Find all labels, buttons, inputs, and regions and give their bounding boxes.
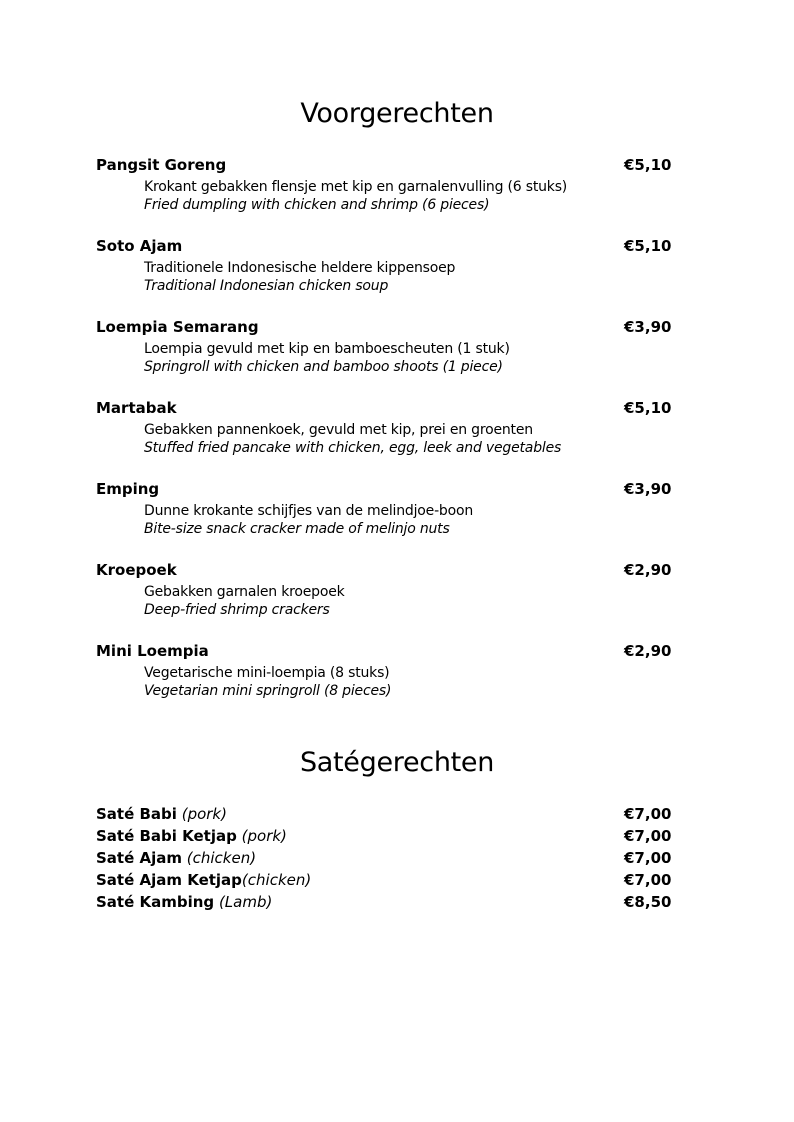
sate-item-name: Saté Kambing: [96, 893, 215, 911]
menu-item-description-en: Deep-fried shrimp crackers: [144, 602, 330, 618]
menu-item-loempia-semarang: [96, 318, 696, 377]
menu-item-price: €3,90: [624, 318, 672, 336]
menu-item-name: Martabak: [96, 399, 177, 417]
menu-item-description-en: Fried dumpling with chicken and shrimp (6 pieces): [144, 197, 490, 213]
sate-item-name: Saté Babi: [96, 805, 177, 823]
sate-item-price: €8,50: [624, 893, 672, 911]
sate-item-note: (pork): [241, 827, 287, 845]
sate-item-babi-ketjap: [96, 827, 696, 849]
sate-item-name: Saté Ajam: [96, 849, 182, 867]
sate-item-label: [96, 893, 272, 911]
menu-item-name: Emping: [96, 480, 160, 498]
menu-item-mini-loempia: [96, 642, 696, 701]
menu-item-name: Pangsit Goreng: [96, 156, 227, 174]
menu-item-price: €5,10: [624, 156, 672, 174]
sate-item-name: Saté Babi Ketjap: [96, 827, 237, 845]
menu-item-description-nl: Dunne krokante schijfjes van de melindjoe-boon: [144, 503, 474, 519]
menu-item-name: Loempia Semarang: [96, 318, 259, 336]
sate-list: [96, 805, 696, 915]
menu-item-description-nl: Gebakken pannenkoek, gevuld met kip, prei en groenten: [144, 422, 533, 438]
sate-item-name: Saté Ajam Ketjap: [96, 871, 242, 889]
menu-item-price: €5,10: [624, 399, 672, 417]
sate-item-note: (chicken): [241, 871, 312, 889]
menu-item-soto-ajam: [96, 237, 696, 296]
menu-item-martabak: [96, 399, 696, 458]
sate-item-label: [96, 871, 311, 889]
sate-item-price: €7,00: [624, 805, 672, 823]
section-title-voorgerechten: Voorgerechten: [300, 98, 494, 129]
menu-item-description-nl: Traditionele Indonesische heldere kippensoep: [144, 260, 456, 276]
sate-item-note: (chicken): [186, 849, 257, 867]
menu-item-price: €2,90: [624, 561, 672, 579]
menu-item-pangsit-goreng: [96, 156, 696, 215]
menu-item-kroepoek: [96, 561, 696, 620]
menu-item-price: €2,90: [624, 642, 672, 660]
sate-item-label: [96, 827, 287, 845]
sate-item-note: (pork): [181, 805, 227, 823]
menu-item-price: €3,90: [624, 480, 672, 498]
menu-item-name: Mini Loempia: [96, 642, 209, 660]
sate-item-note: (Lamb): [218, 893, 273, 911]
menu-item-name: Soto Ajam: [96, 237, 183, 255]
sate-item-price: €7,00: [624, 849, 672, 867]
sate-item-label: [96, 849, 256, 867]
sate-item-ajam-ketjap: [96, 871, 696, 893]
menu-item-price: €5,10: [624, 237, 672, 255]
menu-item-description-en: Springroll with chicken and bamboo shoots (1 piece): [144, 359, 503, 375]
menu-item-description-en: Stuffed fried pancake with chicken, egg, leek and vegetables: [144, 440, 562, 456]
sate-item-price: €7,00: [624, 871, 672, 889]
sate-item-kambing: [96, 893, 696, 915]
sate-item-ajam: [96, 849, 696, 871]
sate-item-price: €7,00: [624, 827, 672, 845]
menu-item-description-nl: Krokant gebakken flensje met kip en garnalenvulling (6 stuks): [144, 179, 568, 195]
menu-item-description-en: Vegetarian mini springroll (8 pieces): [144, 683, 392, 699]
sate-item-label: [96, 805, 227, 823]
section-title-sategerechten: Satégerechten: [299, 747, 495, 778]
menu-item-description-nl: Gebakken garnalen kroepoek: [144, 584, 345, 600]
menu-item-name: Kroepoek: [96, 561, 177, 579]
menu-item-description-en: Traditional Indonesian chicken soup: [144, 278, 389, 294]
menu-item-description-en: Bite-size snack cracker made of melinjo nuts: [144, 521, 450, 537]
menu-item-description-nl: Vegetarische mini-loempia (8 stuks): [144, 665, 390, 681]
menu-item-description-nl: Loempia gevuld met kip en bamboescheuten (1 stuk): [144, 341, 510, 357]
menu-item-emping: [96, 480, 696, 539]
sate-item-babi: [96, 805, 696, 827]
